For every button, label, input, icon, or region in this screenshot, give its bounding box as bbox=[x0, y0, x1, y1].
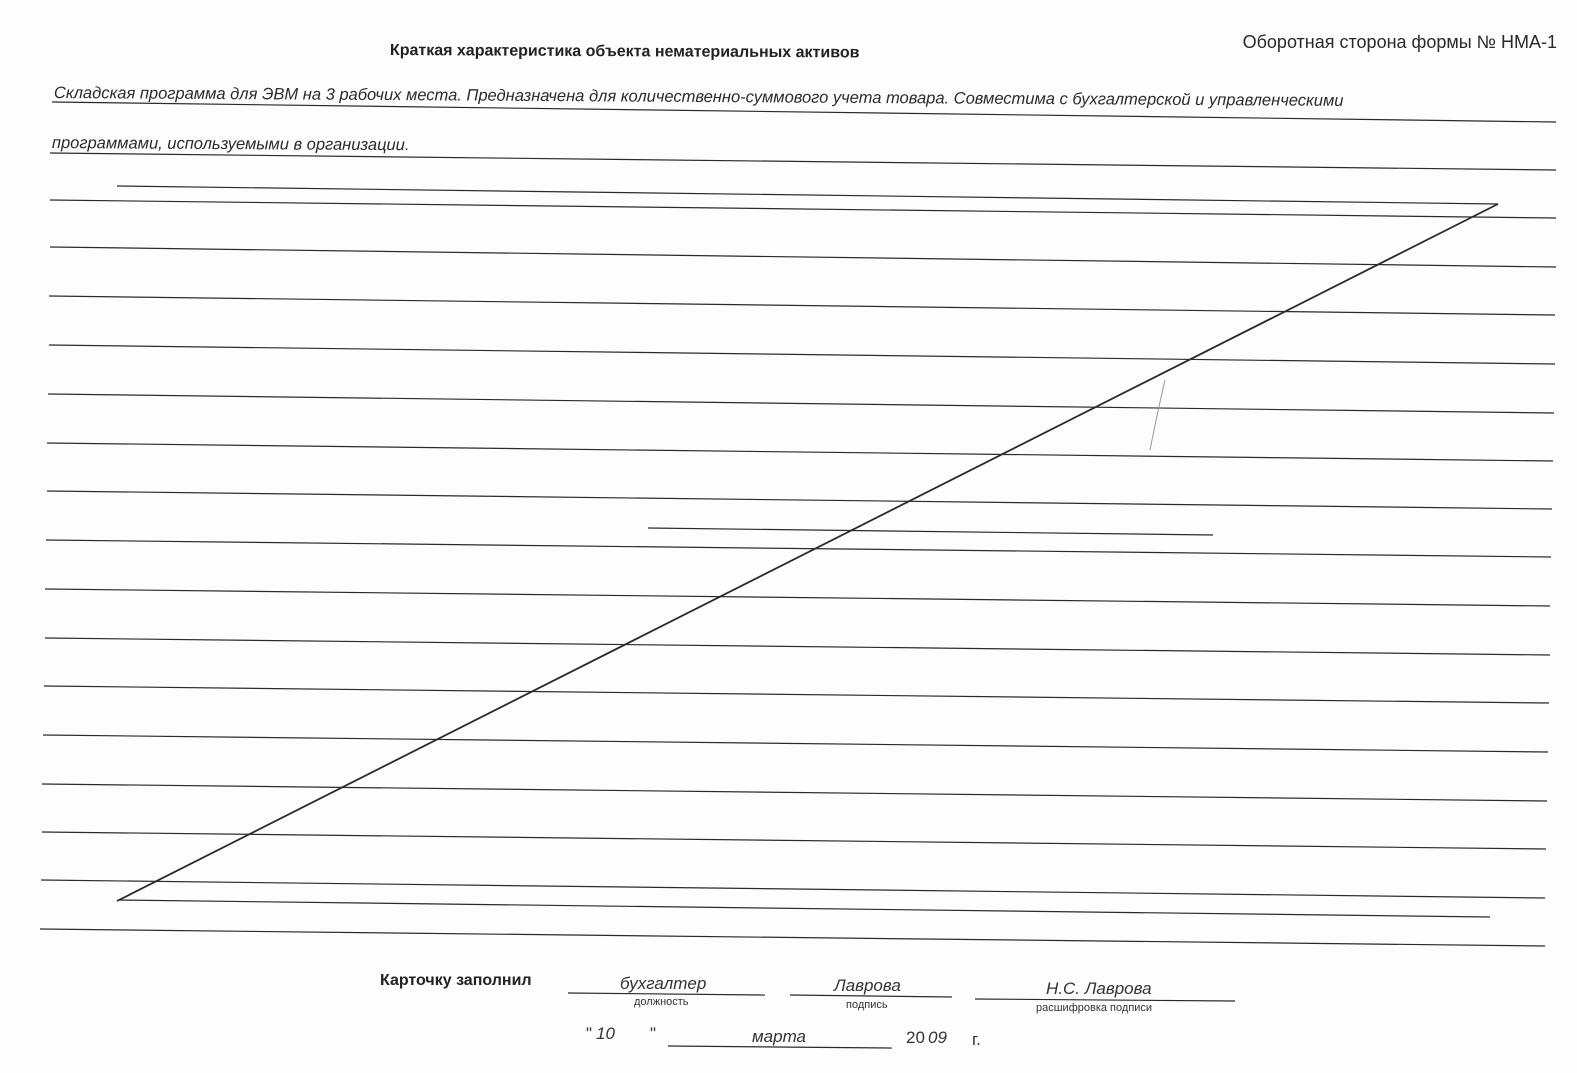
ruled-line bbox=[42, 784, 1547, 801]
description-line-2: программами, используемыми в организации. bbox=[51, 134, 410, 155]
description-line-1: Складская программа для ЭВМ на 3 рабочих места. Предназначена для количественно-суммового учета товара. Совместима с бухгалтерской и управленческими bbox=[53, 84, 1344, 110]
date-close-quote: " bbox=[650, 1024, 657, 1043]
date-year-suffix: 09 bbox=[928, 1028, 947, 1047]
ruled-line bbox=[45, 638, 1550, 655]
filled-by-label: Карточку заполнил bbox=[380, 972, 532, 989]
name-value: Н.С. Лаврова bbox=[1046, 979, 1152, 998]
ruled-line bbox=[47, 443, 1553, 461]
ruled-line bbox=[40, 929, 1545, 946]
date-open-quote: " bbox=[586, 1024, 593, 1043]
ruled-line-mid-short bbox=[648, 528, 1213, 535]
date-month: марта bbox=[752, 1027, 806, 1046]
position-value: бухгалтер bbox=[620, 974, 707, 993]
ruled-line-bottom-short bbox=[118, 900, 1490, 917]
faint-mark bbox=[1150, 380, 1165, 450]
ruled-line bbox=[43, 735, 1548, 752]
z-closure-diagonal bbox=[117, 204, 1498, 901]
position-caption: должность bbox=[634, 996, 689, 1008]
signature-caption: подпись bbox=[846, 999, 888, 1011]
ruled-line bbox=[41, 880, 1545, 898]
date-year-unit: г. bbox=[972, 1030, 981, 1049]
ruled-line bbox=[49, 296, 1555, 315]
ruled-line-top bbox=[117, 186, 1498, 204]
ruled-line bbox=[46, 540, 1551, 557]
name-underline bbox=[975, 999, 1235, 1001]
description-underline-2 bbox=[50, 153, 1556, 170]
ruled-line bbox=[42, 832, 1546, 849]
name-caption: расшифровка подписи bbox=[1036, 1002, 1153, 1014]
ruled-line bbox=[48, 394, 1554, 413]
form-reference: Оборотная сторона формы № НМА-1 bbox=[1242, 32, 1557, 52]
ruled-line bbox=[50, 247, 1556, 267]
ruled-line bbox=[45, 589, 1550, 606]
date-year-prefix: 20 bbox=[906, 1028, 925, 1047]
ruled-line bbox=[44, 686, 1549, 703]
ruled-line bbox=[47, 491, 1552, 509]
date-day: 10 bbox=[596, 1024, 615, 1043]
ruled-line bbox=[49, 345, 1555, 364]
form-title: Краткая характеристика объекта нематериальных активов bbox=[389, 42, 860, 62]
ruled-line bbox=[50, 200, 1556, 218]
signature-value: Лаврова bbox=[834, 976, 901, 995]
